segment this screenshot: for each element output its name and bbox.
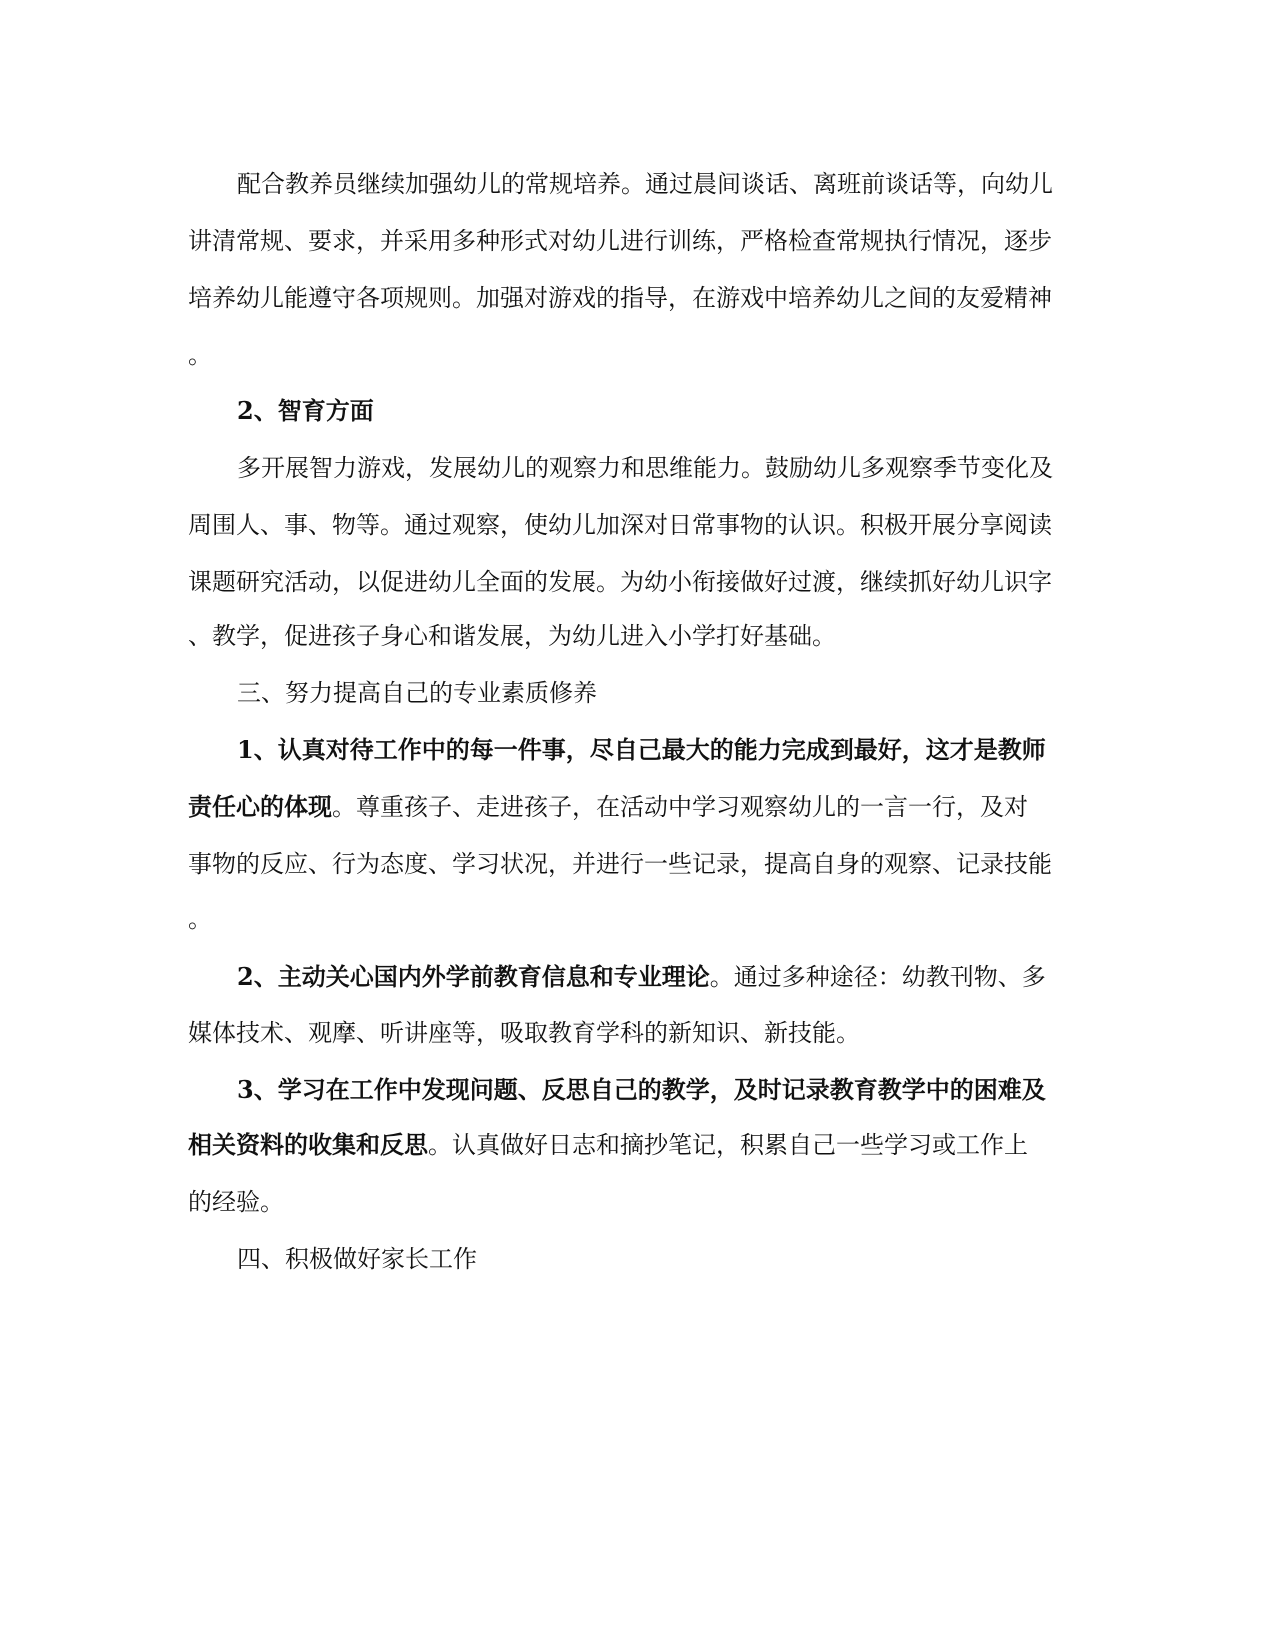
paragraph-theory-bold-phrase: 2、主动关心国内外学前教育信息和专业理论 (237, 962, 710, 991)
paragraph-intellect-line-3: 课题研究活动，以促进幼儿全面的发展。为幼小衔接做好过渡，继续抓好幼儿识字 (188, 568, 1052, 596)
paragraph-routine-line-4: 。 (188, 341, 212, 369)
paragraph-theory-text: 。通过多种途径：幼教刊物、多 (709, 963, 1046, 991)
paragraph-routine-line-3: 培养幼儿能遵守各项规则。加强对游戏的指导，在游戏中培养幼儿之间的友爱精神 (188, 284, 1052, 312)
paragraph-duty-line-4: 。 (188, 905, 212, 933)
paragraph-duty-text: 。尊重孩子、走进孩子，在活动中学习观察幼儿的一言一行，及对 (332, 793, 1028, 821)
paragraph-reflection-line-3: 的经验。 (188, 1188, 284, 1216)
paragraph-reflection-bold-phrase: 相关资料的收集和反思 (188, 1130, 428, 1159)
paragraph-duty-bold-phrase: 责任心的体现 (188, 792, 332, 821)
paragraph-reflection-text: 。认真做好日志和摘抄笔记，积累自己一些学习或工作上 (428, 1131, 1028, 1159)
paragraph-reflection-line-1: 3、学习在工作中发现问题、反思自己的教学，及时记录教育教学中的困难及 (237, 1075, 1046, 1104)
paragraph-intellect-line-4: 、教学，促进孩子身心和谐发展，为幼儿进入小学打好基础。 (188, 622, 836, 650)
paragraph-duty-line-1: 1、认真对待工作中的每一件事，尽自己最大的能力完成到最好，这才是教师 (237, 735, 1046, 764)
paragraph-routine-line-2: 讲清常规、要求，并采用多种形式对幼儿进行训练，严格检查常规执行情况，逐步 (188, 227, 1052, 255)
paragraph-reflection-line-2 (188, 1129, 1275, 1161)
paragraph-duty-line-2 (188, 791, 1275, 823)
paragraph-duty-line-3: 事物的反应、行为态度、学习状况，并进行一些记录，提高自身的观察、记录技能 (188, 850, 1052, 878)
paragraph-intellect-line-2: 周围人、事、物等。通过观察，使幼儿加深对日常事物的认识。积极开展分享阅读 (188, 511, 1052, 539)
heading-section-four: 四、积极做好家长工作 (237, 1245, 477, 1273)
paragraph-routine-line-1: 配合教养员继续加强幼儿的常规培养。通过晨间谈话、离班前谈话等，向幼儿 (237, 170, 1053, 198)
paragraph-theory-line-1 (237, 961, 1275, 993)
paragraph-theory-line-2: 媒体技术、观摩、听讲座等，吸取教育学科的新知识、新技能。 (188, 1019, 860, 1047)
heading-intellectual-education: 2、智育方面 (237, 396, 374, 425)
paragraph-intellect-line-1: 多开展智力游戏，发展幼儿的观察力和思维能力。鼓励幼儿多观察季节变化及 (237, 454, 1053, 482)
heading-section-three: 三、努力提高自己的专业素质修养 (237, 679, 597, 707)
